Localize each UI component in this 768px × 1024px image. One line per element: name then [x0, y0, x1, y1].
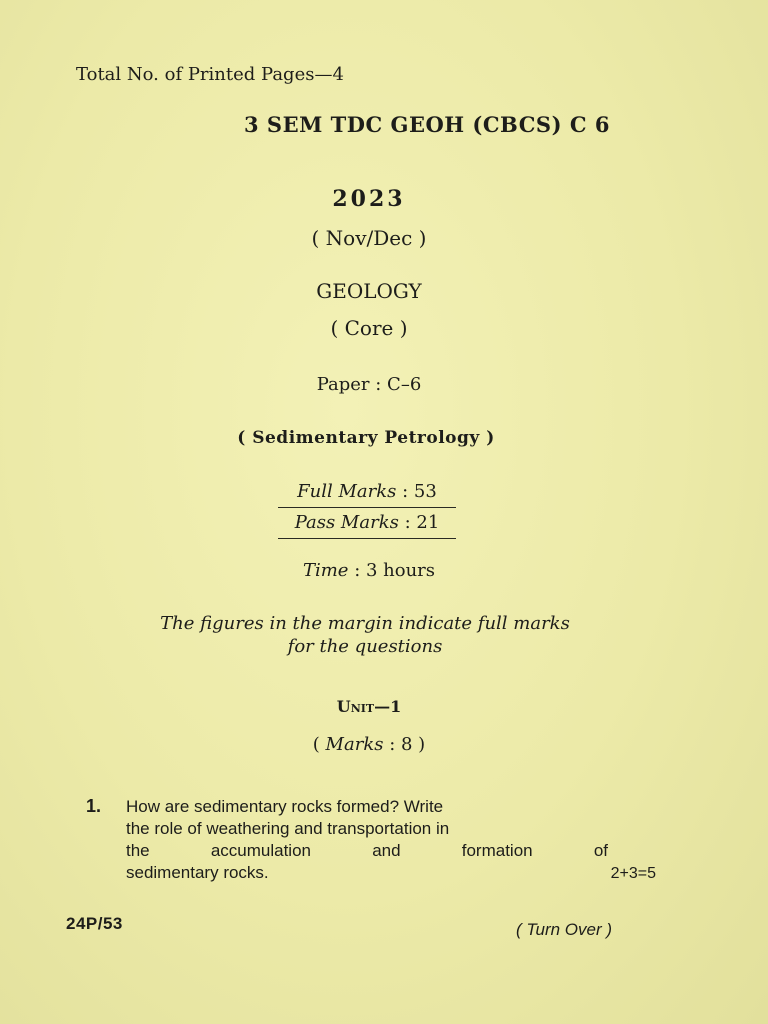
question-1-word: accumulation	[210, 841, 311, 860]
question-1-word: of	[593, 841, 608, 860]
question-1-line-4	[126, 862, 656, 885]
question-1-word: formation	[461, 841, 533, 860]
unit-marks-value: : 8 )	[389, 734, 426, 755]
exam-session: ( Nov/Dec )	[311, 226, 427, 250]
total-pages-line: Total No. of Printed Pages—4	[76, 64, 344, 85]
exam-year: 2023	[332, 186, 406, 212]
pass-marks-value: : 21	[404, 512, 440, 533]
question-1-line-4-text: sedimentary rocks.	[126, 863, 269, 882]
paper-number: Paper : C–6	[316, 374, 422, 395]
paper-title: ( Sedimentary Petrology )	[237, 428, 495, 448]
full-marks-label: Full Marks	[297, 481, 397, 502]
course-code: 3 SEM TDC GEOH (CBCS) C 6	[244, 112, 610, 137]
subject-title: GEOLOGY	[316, 279, 422, 303]
time-label: Time	[302, 560, 349, 581]
instructions-line-2: for the questions	[287, 636, 443, 657]
unit-heading: Unit—1	[336, 697, 402, 716]
marks-divider	[278, 507, 456, 508]
paper-type: ( Core )	[330, 316, 408, 340]
unit-marks	[219, 734, 519, 755]
pass-marks-label: Pass Marks	[294, 512, 399, 533]
full-marks-value: : 53	[402, 481, 437, 502]
question-1-line-1	[126, 796, 608, 818]
question-1-word: the	[126, 841, 150, 860]
question-1-line-3	[126, 840, 608, 862]
turn-over-note: ( Turn Over )	[516, 920, 613, 939]
full-marks-line	[272, 478, 462, 506]
instructions-line-1: The figures in the margin indicate full marks	[160, 613, 570, 634]
instructions	[100, 612, 630, 658]
question-1-text	[126, 796, 656, 885]
question-1-word: and	[372, 841, 401, 860]
time-line	[219, 560, 519, 581]
marks-block	[272, 478, 462, 540]
pass-marks-line	[272, 509, 462, 537]
question-1-marks: 2+3=5	[610, 865, 656, 882]
paper-code: 24P/53	[66, 914, 123, 933]
question-1-line-2: the role of weathering and transportation in	[126, 819, 450, 838]
unit-marks-open: (	[312, 734, 326, 755]
unit-marks-label: Marks	[325, 734, 384, 755]
question-1-number: 1.	[86, 796, 102, 816]
question-1-line-1-text: How are sedimentary rocks formed? Write	[126, 797, 444, 816]
time-value: : 3 hours	[354, 560, 436, 581]
marks-divider-bottom	[278, 538, 456, 539]
